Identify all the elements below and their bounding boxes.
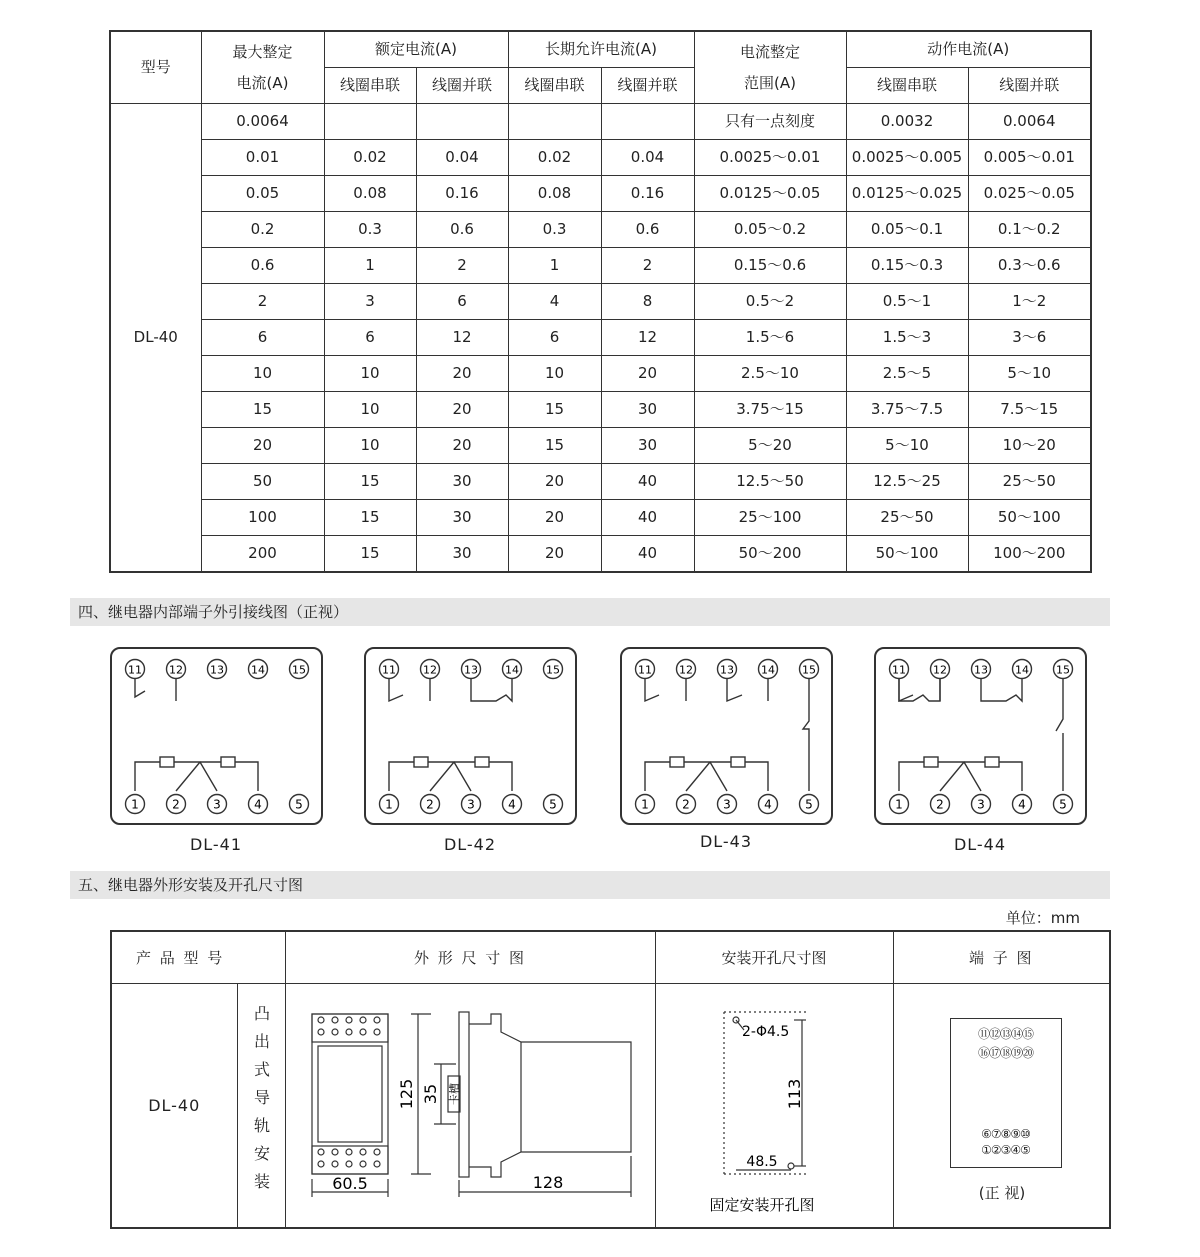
- spec-cell: 0.02: [324, 140, 416, 176]
- spec-cell: 0.08: [324, 176, 416, 212]
- terminal-bottom-1: 1: [385, 797, 393, 812]
- spec-cell: [416, 104, 508, 140]
- terminal-bottom-4: 4: [1018, 797, 1026, 812]
- spec-cell: 30: [416, 500, 508, 536]
- spec-row: [110, 392, 1091, 428]
- spec-cell: 0.6: [416, 212, 508, 248]
- spec-cell: 10: [201, 356, 324, 392]
- terminal-top-13: 13: [210, 663, 224, 677]
- terminal-top-15: 15: [802, 663, 816, 677]
- spec-cell: 40: [601, 464, 694, 500]
- terminal-block: [950, 1018, 1062, 1168]
- spec-cell: 1.5～6: [694, 320, 846, 356]
- wiring-diagram-label: DL-41: [189, 835, 243, 854]
- spec-row: [110, 320, 1091, 356]
- terminal-top-12: 12: [423, 663, 437, 677]
- terminal-cell: [893, 983, 1110, 1228]
- terminal-top-11: 11: [638, 663, 652, 677]
- terminal-bottom-2: 2: [172, 797, 180, 812]
- spec-cell: 0.16: [601, 176, 694, 212]
- spec-cell: 25～50: [846, 500, 968, 536]
- spec-cell: 20: [601, 356, 694, 392]
- spec-cell: 3.75～7.5: [846, 392, 968, 428]
- spec-cell: 0.0064: [201, 104, 324, 140]
- spec-cell: 12.5～25: [846, 464, 968, 500]
- spec-row: [110, 212, 1091, 248]
- spec-cell: 20: [416, 392, 508, 428]
- spec-cell: 15: [201, 392, 324, 428]
- terminal-bottom-3: 3: [723, 797, 731, 812]
- terminal-bottom-3: 3: [467, 797, 475, 812]
- terminal-top-14: 14: [505, 663, 519, 677]
- header-parallel: 线圈并联: [601, 68, 694, 104]
- header-max-setting-line2: 电流(A): [236, 73, 289, 92]
- spec-cell: 0.0025～0.005: [846, 140, 968, 176]
- spec-cell: 40: [601, 500, 694, 536]
- spec-cell: 20: [508, 500, 601, 536]
- terminal-top-13: 13: [720, 663, 734, 677]
- header-rated-current: 额定电流(A): [324, 31, 508, 68]
- spec-cell: 0.5～1: [846, 284, 968, 320]
- spec-cell: 3: [324, 284, 416, 320]
- spec-cell: 10: [324, 428, 416, 464]
- terminal-bottom-3: 3: [213, 797, 221, 812]
- cutout-holes-label: 2-Φ4.5: [741, 1023, 789, 1040]
- outline-rail-slot-label: 卡槽: [447, 1082, 461, 1105]
- spec-cell: 5～10: [846, 428, 968, 464]
- outline-drawing: [286, 984, 656, 1229]
- spec-cell: 0.3: [508, 212, 601, 248]
- outline-cell: [285, 983, 655, 1228]
- spec-cell: 4: [508, 284, 601, 320]
- terminal-top-15: 15: [1056, 663, 1070, 677]
- wiring-diagram-label: DL-42: [443, 835, 497, 854]
- spec-cell: 0.08: [508, 176, 601, 212]
- terminal-top-11: 11: [382, 663, 396, 677]
- wiring-diagram-svg: [366, 649, 579, 827]
- spec-cell: 100: [201, 500, 324, 536]
- spec-cell: 20: [508, 464, 601, 500]
- spec-cell: 0.05: [201, 176, 324, 212]
- terminal-top-15: 15: [546, 663, 560, 677]
- terminal-row-2: ⑯⑰⑱⑲⑳: [977, 1045, 1033, 1060]
- spec-cell: 0.0064: [968, 104, 1091, 140]
- spec-cell: 只有一点刻度: [694, 104, 846, 140]
- spec-cell: 40: [601, 536, 694, 573]
- outline-height-label: 125: [396, 1078, 416, 1109]
- header-setting-range: [694, 31, 846, 104]
- spec-cell: 12: [601, 320, 694, 356]
- wiring-diagram-4: [874, 647, 1087, 825]
- terminal-top-15: 15: [292, 663, 306, 677]
- terminal-top-14: 14: [1015, 663, 1029, 677]
- wiring-diagram-label: DL-43: [699, 832, 753, 851]
- spec-cell: 2: [201, 284, 324, 320]
- terminal-bottom-1: 1: [895, 797, 903, 812]
- spec-row: [110, 248, 1091, 284]
- wiring-diagram-1: [110, 647, 323, 825]
- spec-cell: 0.04: [601, 140, 694, 176]
- spec-row: [110, 104, 1091, 140]
- terminal-caption: (正 视): [978, 1183, 1026, 1202]
- wiring-diagram-label: DL-44: [953, 835, 1007, 854]
- cutout-height-label: 113: [784, 1078, 804, 1109]
- spec-cell: 0.1～0.2: [968, 212, 1091, 248]
- wiring-diagram-svg: [622, 649, 835, 827]
- spec-cell: [508, 104, 601, 140]
- spec-cell: 6: [201, 320, 324, 356]
- spec-cell: 30: [416, 464, 508, 500]
- cutout-cell: [655, 983, 893, 1228]
- spec-cell: 1～2: [968, 284, 1091, 320]
- wiring-diagram-3: [620, 647, 833, 825]
- terminal-top-14: 14: [251, 663, 265, 677]
- spec-cell: 0.6: [601, 212, 694, 248]
- terminal-bottom-3: 3: [977, 797, 985, 812]
- dimensions-table: [110, 930, 1111, 1229]
- spec-row: [110, 464, 1091, 500]
- spec-row: [110, 356, 1091, 392]
- spec-cell: 0.16: [416, 176, 508, 212]
- spec-cell: 100～200: [968, 536, 1091, 573]
- terminal-top-12: 12: [679, 663, 693, 677]
- terminal-bottom-1: 1: [131, 797, 139, 812]
- terminal-bottom-2: 2: [682, 797, 690, 812]
- spec-cell: 6: [324, 320, 416, 356]
- spec-cell: 15: [324, 464, 416, 500]
- spec-cell: 50～200: [694, 536, 846, 573]
- spec-cell: 25～100: [694, 500, 846, 536]
- spec-cell: 20: [416, 428, 508, 464]
- spec-cell: 30: [601, 392, 694, 428]
- terminal-bottom-4: 4: [764, 797, 772, 812]
- terminal-top-13: 13: [974, 663, 988, 677]
- spec-cell: 15: [508, 392, 601, 428]
- spec-row: [110, 500, 1091, 536]
- spec-cell: 50～100: [968, 500, 1091, 536]
- spec-cell: 0.0125～0.05: [694, 176, 846, 212]
- header-parallel: 线圈并联: [416, 68, 508, 104]
- header-setting-range-line1: 电流整定: [739, 43, 800, 61]
- spec-cell: 0.04: [416, 140, 508, 176]
- outline-depth-label: 128: [532, 1172, 563, 1192]
- spec-cell: 0.3: [324, 212, 416, 248]
- spec-cell: 0.15～0.3: [846, 248, 968, 284]
- spec-cell: 3.75～15: [694, 392, 846, 428]
- spec-cell: 1.5～3: [846, 320, 968, 356]
- spec-cell: 5～10: [968, 356, 1091, 392]
- spec-cell: 0.02: [508, 140, 601, 176]
- outline-width-label: 60.5: [331, 1173, 368, 1193]
- spec-cell: 3～6: [968, 320, 1091, 356]
- spec-cell: 12.5～50: [694, 464, 846, 500]
- spec-cell: 10: [324, 392, 416, 428]
- header-series: 线圈串联: [324, 68, 416, 104]
- terminal-top-12: 12: [933, 663, 947, 677]
- cutout-caption: 固定安装开孔图: [708, 1195, 815, 1214]
- header-max-setting-line1: 最大整定: [232, 43, 293, 61]
- spec-row: [110, 140, 1091, 176]
- terminal-row-4: ①②③④⑤: [981, 1142, 1030, 1157]
- terminal-top-13: 13: [464, 663, 478, 677]
- spec-row: [110, 428, 1091, 464]
- spec-cell: 25～50: [968, 464, 1091, 500]
- spec-row: [110, 176, 1091, 212]
- spec-cell: 0.15～0.6: [694, 248, 846, 284]
- spec-cell: 30: [601, 428, 694, 464]
- terminal-bottom-1: 1: [641, 797, 649, 812]
- terminal-bottom-2: 2: [936, 797, 944, 812]
- spec-cell: 0.05～0.2: [694, 212, 846, 248]
- col-product-model: 产 品 型 号: [111, 931, 285, 983]
- terminal-row-3: ⑥⑦⑧⑨⑩: [981, 1126, 1030, 1141]
- spec-cell: 20: [508, 536, 601, 573]
- header-parallel: 线圈并联: [968, 68, 1091, 104]
- spec-cell: 0.025～0.05: [968, 176, 1091, 212]
- spec-cell: 20: [201, 428, 324, 464]
- spec-cell: 1: [324, 248, 416, 284]
- cutout-drawing: [656, 984, 894, 1229]
- section-4-title: 四、继电器内部端子外引接线图（正视）: [70, 598, 1110, 626]
- spec-cell: 30: [416, 536, 508, 573]
- spec-cell: 10～20: [968, 428, 1091, 464]
- spec-cell: 2: [601, 248, 694, 284]
- spec-cell: 5～20: [694, 428, 846, 464]
- terminal-bottom-5: 5: [1059, 797, 1067, 812]
- spec-cell: 0.05～0.1: [846, 212, 968, 248]
- spec-cell: 0.0032: [846, 104, 968, 140]
- spec-cell: 10: [508, 356, 601, 392]
- header-long-term-current: 长期允许电流(A): [508, 31, 694, 68]
- spec-cell: 50: [201, 464, 324, 500]
- spec-cell: 0.2: [201, 212, 324, 248]
- mount-type-cell: [237, 983, 285, 1228]
- spec-cell: 15: [508, 428, 601, 464]
- dims-model: DL-40: [111, 983, 237, 1228]
- spec-cell: 0.005～0.01: [968, 140, 1091, 176]
- header-series: 线圈串联: [846, 68, 968, 104]
- spec-cell: 6: [508, 320, 601, 356]
- spec-cell: 6: [416, 284, 508, 320]
- spec-row: [110, 536, 1091, 573]
- mount-type: 凸出式导轨安装: [251, 1005, 271, 1202]
- spec-cell: 0.6: [201, 248, 324, 284]
- spec-cell: 12: [416, 320, 508, 356]
- spec-cell: 0.01: [201, 140, 324, 176]
- terminal-top-11: 11: [892, 663, 906, 677]
- wiring-diagram-2: [364, 647, 577, 825]
- terminal-bottom-2: 2: [426, 797, 434, 812]
- spec-cell: 200: [201, 536, 324, 573]
- spec-cell: [324, 104, 416, 140]
- spec-cell: 20: [416, 356, 508, 392]
- spec-cell: 0.0125～0.025: [846, 176, 968, 212]
- terminal-bottom-5: 5: [295, 797, 303, 812]
- header-model: 型号: [110, 31, 201, 104]
- terminal-top-11: 11: [128, 663, 142, 677]
- spec-cell: 2: [416, 248, 508, 284]
- spec-cell: 2.5～5: [846, 356, 968, 392]
- terminal-bottom-5: 5: [805, 797, 813, 812]
- spec-cell: 0.3～0.6: [968, 248, 1091, 284]
- terminal-bottom-4: 4: [254, 797, 262, 812]
- terminal-row-1: ⑪⑫⑬⑭⑮: [977, 1026, 1033, 1041]
- spec-cell: 15: [324, 536, 416, 573]
- wiring-diagram-svg: [876, 649, 1089, 827]
- spec-cell: 8: [601, 284, 694, 320]
- spec-row: [110, 284, 1091, 320]
- spec-cell: 0.5～2: [694, 284, 846, 320]
- spec-cell: 7.5～15: [968, 392, 1091, 428]
- col-cutout-drawing: 安装开孔尺寸图: [655, 931, 893, 983]
- terminal-bottom-5: 5: [549, 797, 557, 812]
- col-outline-drawing: 外 形 尺 寸 图: [285, 931, 655, 983]
- wiring-diagram-svg: [112, 649, 325, 827]
- section-5-title: 五、继电器外形安装及开孔尺寸图: [70, 871, 1110, 899]
- terminal-top-14: 14: [761, 663, 775, 677]
- model-cell: DL-40: [110, 104, 201, 573]
- spec-cell: 2.5～10: [694, 356, 846, 392]
- terminal-top-12: 12: [169, 663, 183, 677]
- header-max-setting: [201, 31, 324, 104]
- header-series: 线圈串联: [508, 68, 601, 104]
- header-action-current: 动作电流(A): [846, 31, 1091, 68]
- spec-cell: 15: [324, 500, 416, 536]
- spec-cell: 50～100: [846, 536, 968, 573]
- outline-rail-label: 35: [420, 1083, 440, 1104]
- spec-cell: [601, 104, 694, 140]
- col-terminal-drawing: 端 子 图: [893, 931, 1110, 983]
- spec-table: [109, 30, 1092, 573]
- spec-cell: 10: [324, 356, 416, 392]
- unit-label: 单位：mm: [1005, 909, 1080, 927]
- header-setting-range-line2: 范围(A): [744, 73, 796, 92]
- spec-cell: 0.0025～0.01: [694, 140, 846, 176]
- cutout-width-label: 48.5: [745, 1153, 778, 1170]
- spec-cell: 1: [508, 248, 601, 284]
- terminal-bottom-4: 4: [508, 797, 516, 812]
